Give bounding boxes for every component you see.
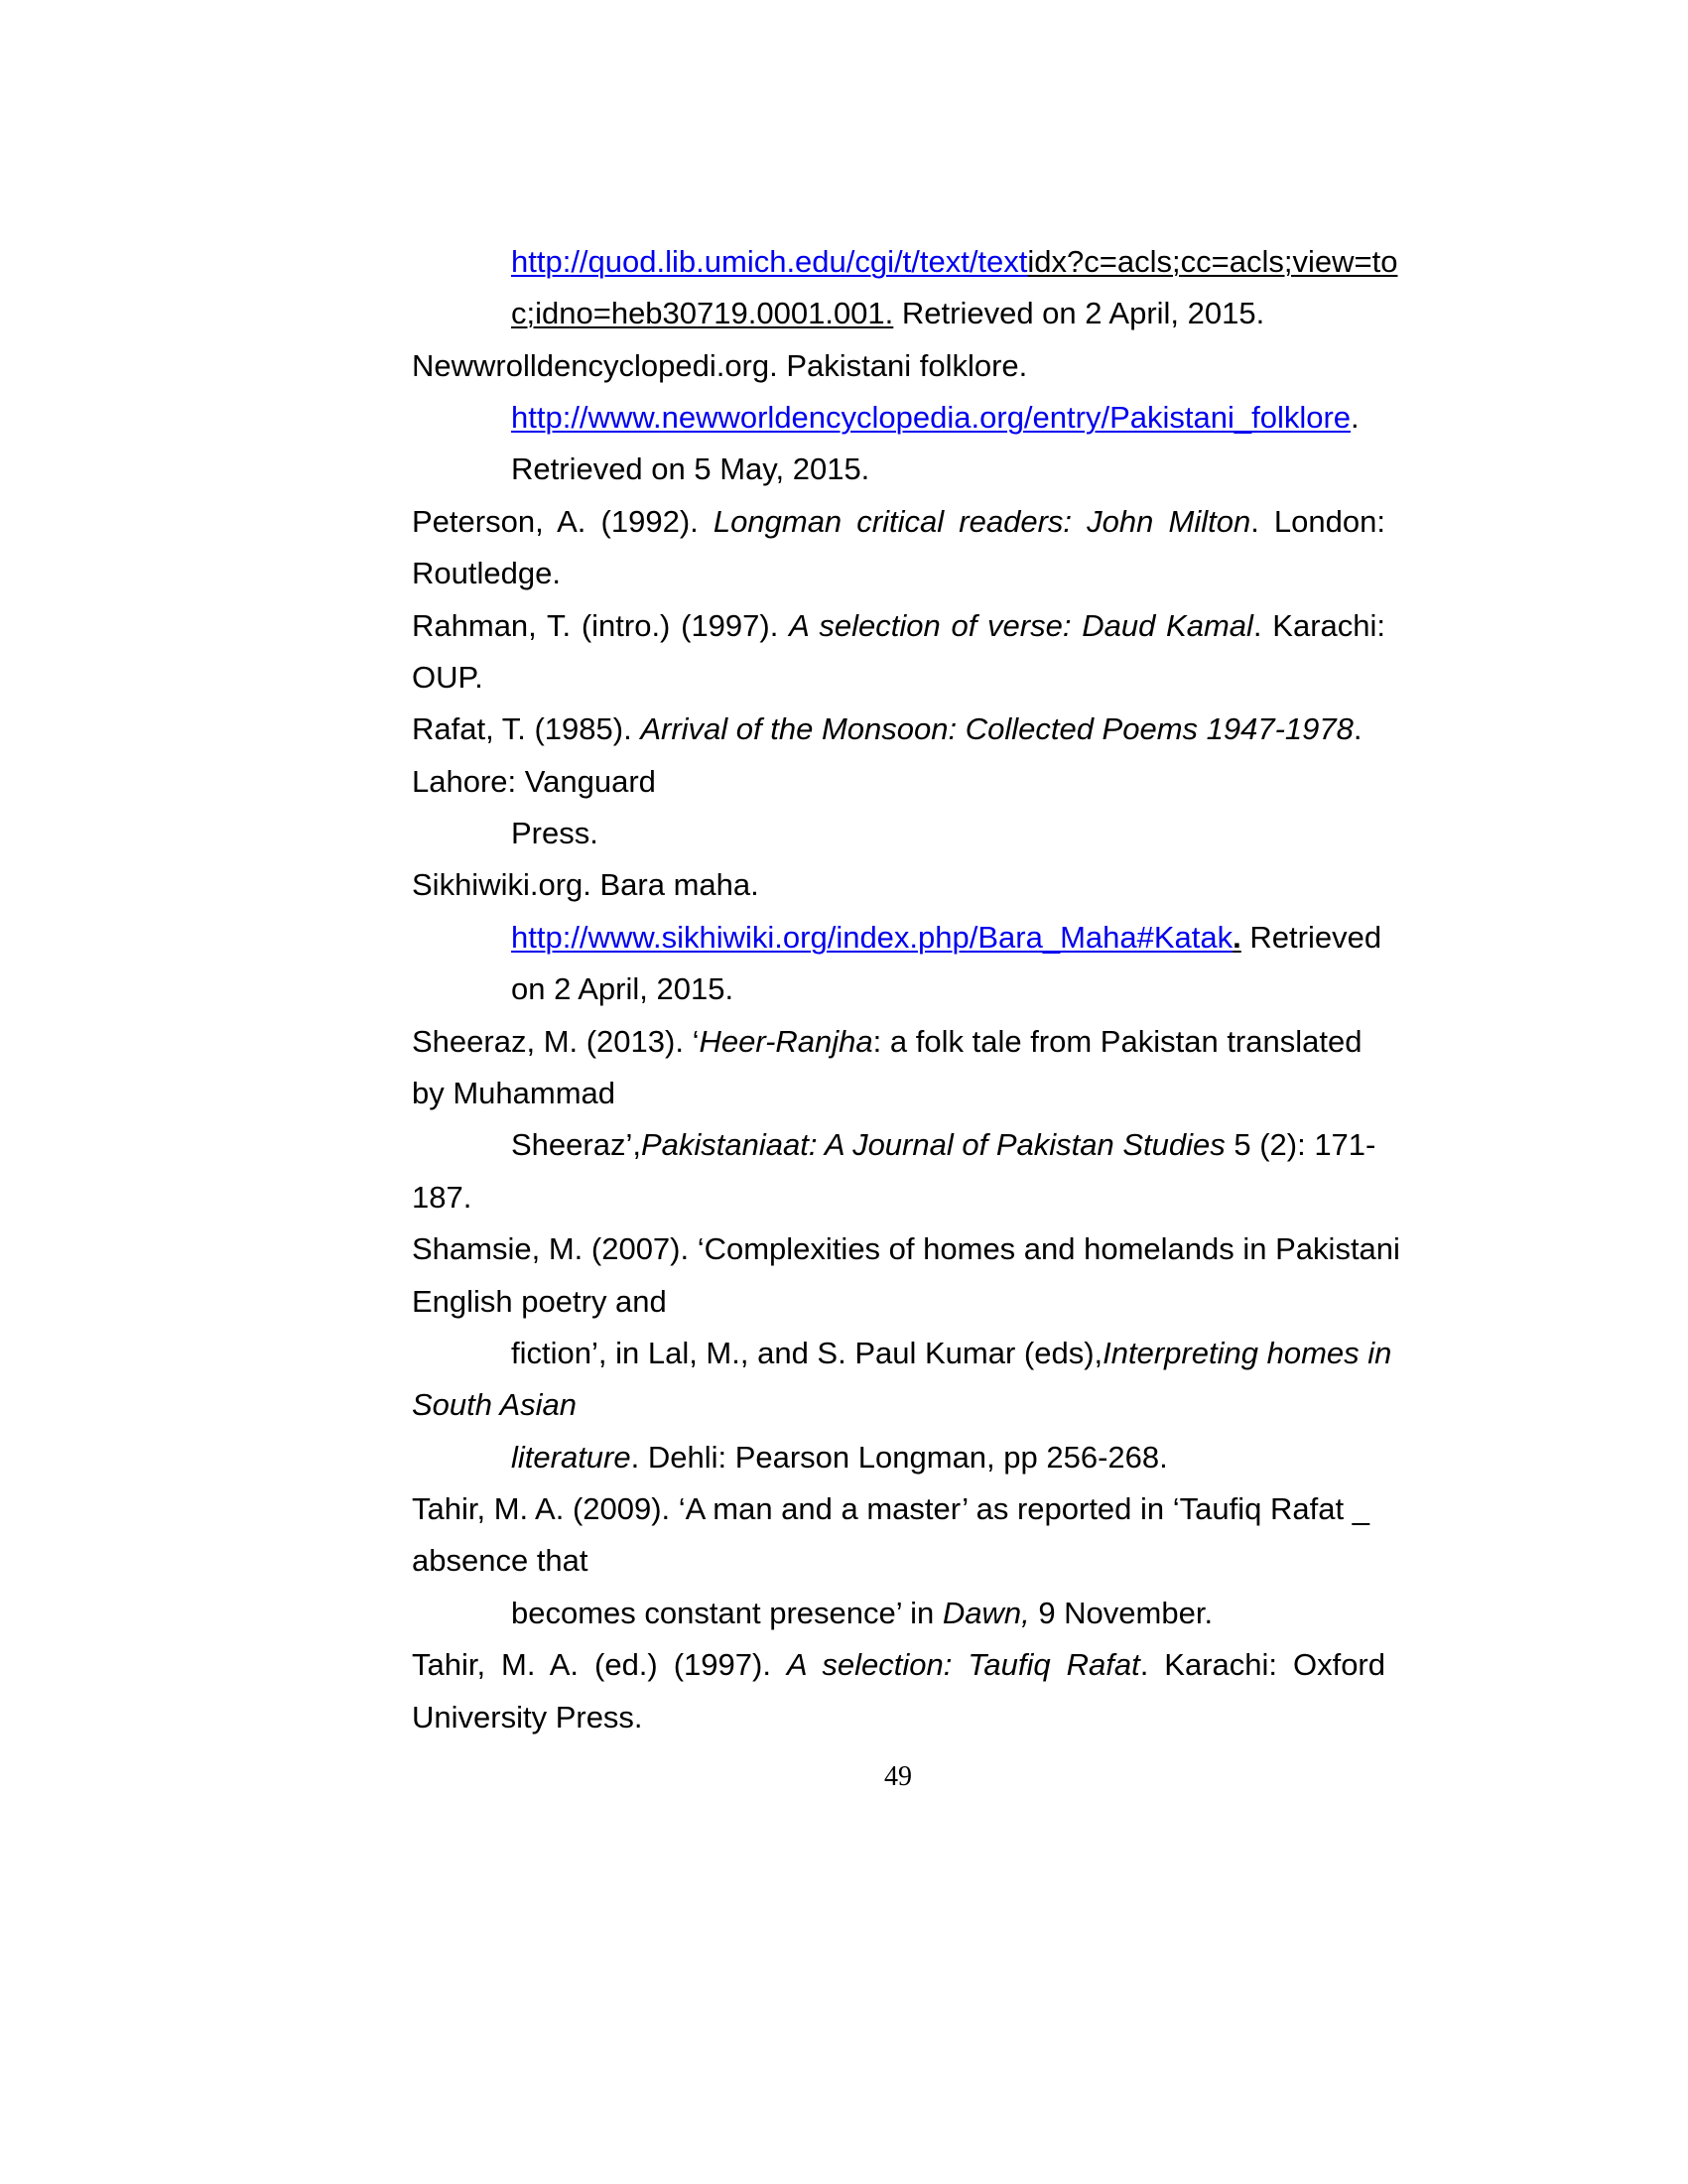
- reference-line: [511, 816, 598, 851]
- reference-text: .: [1353, 711, 1363, 746]
- reference-text: Lahore: Vanguard: [412, 764, 656, 799]
- reference-link-continuation: c;idno=heb30719.0001.001.: [511, 296, 894, 330]
- reference-text: . Karachi:: [1252, 608, 1385, 643]
- reference-title: Pakistaniaat: A Journal of Pakistan Studies: [640, 1127, 1226, 1162]
- reference-line: [412, 711, 1363, 747]
- reference-text: 5 (2): 171-: [1225, 1127, 1376, 1162]
- page-number: 49: [884, 1761, 912, 1792]
- reference-text: Sheeraz’,: [511, 1127, 641, 1162]
- reference-line: [511, 920, 1381, 956]
- reference-line: [412, 867, 759, 903]
- reference-line: [412, 1647, 1385, 1683]
- reference-line: [412, 764, 656, 800]
- reference-line: [412, 1700, 643, 1735]
- reference-text: Peterson, A. (1992).: [412, 504, 714, 539]
- reference-link[interactable]: http://quod.lib.umich.edu/cgi/t/text/text: [511, 244, 1028, 279]
- reference-text: Retrieved on 2 April, 2015.: [893, 296, 1265, 330]
- reference-line: [412, 1024, 1362, 1060]
- reference-link-continuation: idx?c=acls;cc=acls;view=to: [1027, 244, 1398, 279]
- reference-line: [511, 400, 1360, 436]
- reference-line: [511, 244, 1397, 280]
- reference-line: [412, 1284, 667, 1320]
- reference-text: Rafat, T. (1985).: [412, 711, 641, 746]
- reference-line: [412, 1491, 1369, 1527]
- reference-text: Retrieved on 5 May, 2015.: [511, 451, 870, 486]
- reference-text: Retrieved: [1240, 920, 1382, 955]
- reference-title: South Asian: [412, 1387, 578, 1422]
- reference-title: Dawn,: [942, 1596, 1030, 1630]
- reference-text: Rahman, T. (intro.) (1997).: [412, 608, 790, 643]
- reference-text: Shamsie, M. (2007). ‘Complexities of homes and homelands in Pakistani: [412, 1231, 1400, 1266]
- reference-text: absence that: [412, 1543, 588, 1578]
- reference-text: University Press.: [412, 1700, 643, 1734]
- reference-text: English poetry and: [412, 1284, 667, 1319]
- reference-line: [412, 660, 483, 696]
- reference-text: .: [1351, 400, 1360, 435]
- reference-line: [511, 971, 733, 1007]
- reference-text: : a folk tale from Pakistan translated: [872, 1024, 1363, 1059]
- reference-title: Heer-Ranjha: [699, 1024, 873, 1059]
- reference-line: [511, 296, 1264, 331]
- reference-text: . Dehli: Pearson Longman, pp 256-268.: [630, 1440, 1168, 1475]
- reference-text: Sikhiwiki.org. Bara maha.: [412, 867, 759, 902]
- reference-line: [412, 1387, 577, 1423]
- reference-text: Tahir, M. A. (2009). ‘A man and a master’ as reported in ‘Taufiq Rafat _: [412, 1491, 1369, 1526]
- reference-text: .: [1233, 920, 1241, 955]
- reference-link[interactable]: http://www.newworldencyclopedia.org/entry/Pakistani_folklore: [511, 400, 1352, 435]
- reference-line: [511, 1596, 1213, 1631]
- reference-link[interactable]: http://www.sikhiwiki.org/index.php/Bara_Maha#Katak: [511, 920, 1234, 955]
- reference-line: [511, 1440, 1168, 1476]
- reference-text: fiction’, in Lal, M., and S. Paul Kumar (eds),: [511, 1336, 1104, 1370]
- reference-title: literature: [511, 1440, 631, 1475]
- reference-line: [412, 1231, 1400, 1267]
- reference-text: Tahir, M. A. (ed.) (1997).: [412, 1647, 787, 1682]
- reference-title: A selection of verse: Daud Kamal: [789, 608, 1253, 643]
- reference-text: . London:: [1250, 504, 1385, 539]
- reference-line: [412, 1543, 588, 1579]
- reference-line: [412, 348, 1027, 384]
- reference-line: [412, 1076, 615, 1111]
- reference-title: Longman critical readers: John Milton: [713, 504, 1251, 539]
- reference-text: Newwrolldencyclopedi.org. Pakistani folklore.: [412, 348, 1028, 383]
- reference-text: becomes constant presence’ in: [511, 1596, 943, 1630]
- reference-text: Press.: [511, 816, 598, 850]
- reference-line: [412, 1180, 471, 1216]
- reference-title: Interpreting homes in: [1103, 1336, 1392, 1370]
- reference-text: by Muhammad: [412, 1076, 616, 1110]
- reference-text: Routledge.: [412, 556, 561, 590]
- reference-title: A selection: Taufiq Rafat: [786, 1647, 1140, 1682]
- reference-text: on 2 April, 2015.: [511, 971, 734, 1006]
- reference-text: 9 November.: [1029, 1596, 1214, 1630]
- reference-line: [511, 451, 869, 487]
- reference-text: . Karachi: Oxford: [1139, 1647, 1386, 1682]
- reference-line: [511, 1336, 1391, 1371]
- reference-text: OUP.: [412, 660, 483, 695]
- reference-line: [412, 556, 561, 591]
- reference-text: 187.: [412, 1180, 472, 1215]
- reference-line: [412, 504, 1385, 540]
- reference-title: Arrival of the Monsoon: Collected Poems 1947-1978: [640, 711, 1354, 746]
- reference-text: Sheeraz, M. (2013). ‘: [412, 1024, 700, 1059]
- reference-line: [511, 1127, 1375, 1163]
- reference-line: [412, 608, 1385, 644]
